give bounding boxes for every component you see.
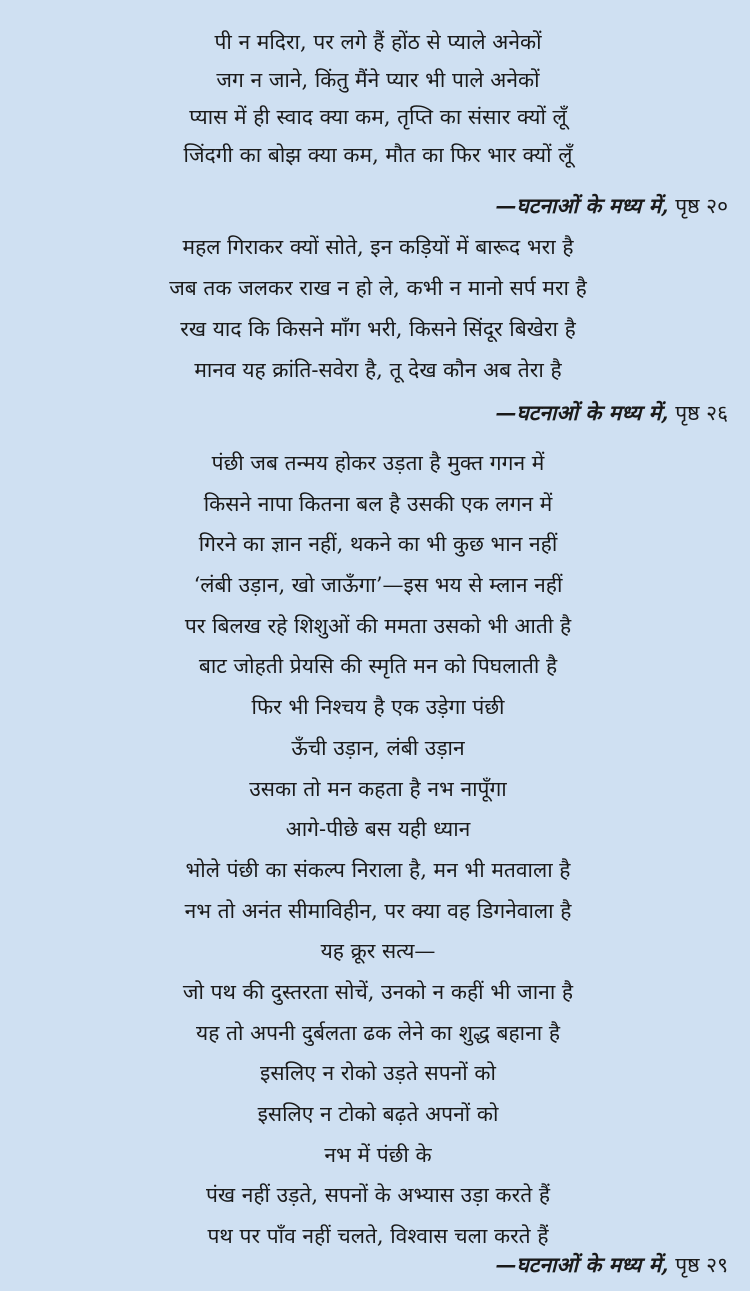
poem-line: नभ तो अनंत सीमाविहीन, पर क्या वह डिगनेवाला है — [184, 898, 572, 923]
poem-line: पंछी जब तन्मय होकर उड़ता है मुक्त गगन में — [211, 451, 545, 475]
poem-line: ‘लंबी उड़ान, खो जाऊँगा’—इस भय से म्लान नहीं — [193, 573, 563, 598]
poem-line: जब तक जलकर राख न हो ले, कभी न मानो सर्प मरा है — [169, 276, 587, 300]
poem-line: भोले पंछी का संकल्प निराला है, मन भी मतवाला है — [185, 857, 571, 882]
stanza-2 — [0, 227, 750, 391]
source-page-number: पृष्ठ २९ — [675, 1253, 728, 1277]
poem-line: जिंदगी का बोझ क्या कम, मौत का फिर भार क्यों लूँ — [183, 142, 573, 167]
source-page-number: पृष्ठ २६ — [675, 401, 728, 425]
poem-line: रख याद कि किसने माँग भरी, किसने सिंदूर बिखेरा है — [180, 317, 576, 341]
poem-line: उसका तो मन कहता है नभ नापूँगा — [249, 776, 507, 801]
poem-line: किसने नापा कितना बल है उसकी एक लगन में — [203, 491, 553, 516]
poem-line: नभ में पंछी के — [324, 1142, 432, 1167]
poem-line: यह क्रूर सत्य— — [320, 939, 436, 964]
poem-line: फिर भी निश्चय है एक उड़ेगा पंछी — [251, 695, 505, 720]
poem-line: आगे-पीछे बस यही ध्यान — [285, 817, 471, 842]
poem-line: पर बिलख रहे शिशुओं की ममता उसको भी आती है — [184, 613, 572, 638]
poem-line: इसलिए न टोको बढ़ते अपनों को — [257, 1102, 499, 1126]
poem-line: इसलिए न रोको उड़ते सपनों को — [260, 1061, 496, 1086]
poem-line: पी न मदिरा, पर लगे हैं होंठ से प्याले अनेकों — [214, 30, 542, 54]
poem-line: मानव यह क्रांति-सवेरा है, तू देख कौन अब तेरा है — [194, 358, 562, 382]
source-book-title: —घटनाओं के मध्य में, — [495, 400, 669, 425]
source-page-number: पृष्ठ २० — [675, 194, 728, 218]
poem-line: जो पथ की दुस्तरता सोचें, उनको न कहीं भी जाना है — [182, 979, 574, 1004]
source-book-title: —घटनाओं के मध्य में, — [495, 1252, 669, 1277]
source-citation-1 — [495, 192, 728, 220]
poem-line: जग न जाने, किंतु मैंने प्यार भी पाले अनेकों — [216, 67, 540, 92]
stanza-1 — [0, 24, 750, 174]
poem-line: पंख नहीं उड़ते, सपनों के अभ्यास उड़ा करते हैं — [205, 1183, 551, 1208]
poem-line: गिरने का ज्ञान नहीं, थकने का भी कुछ भान नहीं — [198, 532, 558, 557]
source-citation-2 — [495, 399, 728, 427]
source-book-title: —घटनाओं के मध्य में, — [495, 193, 669, 218]
poem-line: महल गिराकर क्यों सोते, इन कड़ियों में बारूद भरा है — [182, 235, 574, 259]
poem-line: बाट जोहती प्रेयसि की स्मृति मन को पिघलाती है — [198, 654, 558, 679]
stanza-3 — [0, 443, 750, 1257]
poem-line: ऊँची उड़ान, लंबी उड़ान — [291, 735, 465, 760]
source-citation-3 — [495, 1251, 728, 1279]
poem-line: प्यास में ही स्वाद क्या कम, तृप्ति का संसार क्यों लूँ — [189, 105, 567, 129]
poem-line: यह तो अपनी दुर्बलता ढक लेने का शुद्ध बहाना है — [196, 1020, 560, 1045]
poem-line: पथ पर पाँव नहीं चलते, विश्वास चला करते हैं — [207, 1224, 549, 1249]
